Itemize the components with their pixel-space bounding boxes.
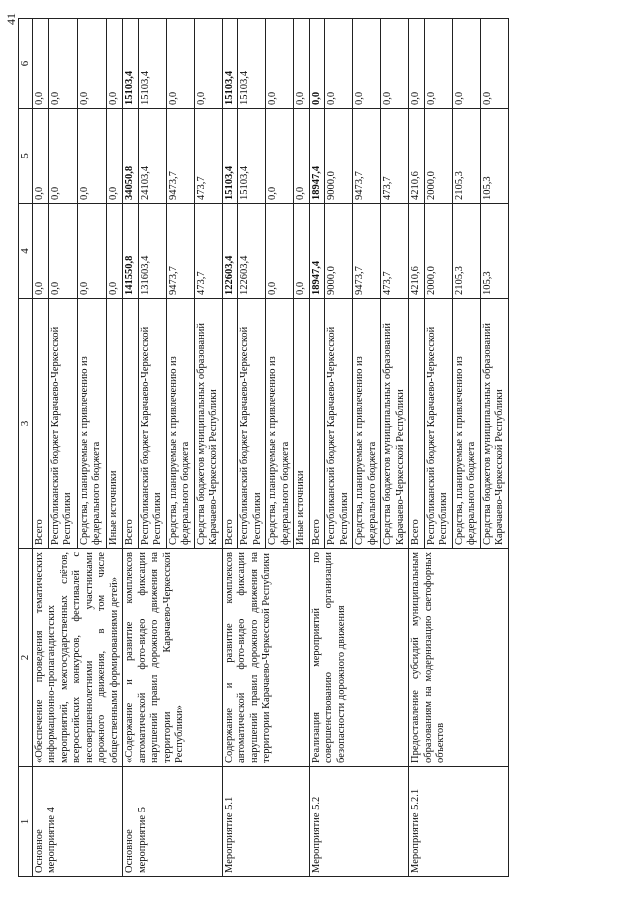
amount-col-5: 473,7 (194, 109, 222, 204)
funding-source: Республиканский бюджет Карачаево-Черкесской Республики (138, 299, 166, 549)
amount-col-6: 0,0 (48, 19, 77, 109)
amount-col-4: 2105,3 (452, 204, 480, 299)
amount-col-4: 9000,0 (325, 204, 353, 299)
budget-table (18, 18, 509, 877)
amount-col-5: 0,0 (266, 109, 294, 204)
amount-col-6: 0,0 (77, 19, 106, 109)
amount-col-4: 0,0 (266, 204, 294, 299)
funding-source: Средства, планируемые к привлечению из федерального бюджета (452, 299, 480, 549)
table-row (309, 19, 325, 877)
amount-col-6: 0,0 (353, 19, 381, 109)
funding-source: Республиканский бюджет Карачаево-Черкесской Республики (48, 299, 77, 549)
amount-col-5: 105,3 (480, 109, 508, 204)
table-row (222, 19, 238, 877)
header-col-3: 3 (19, 299, 33, 549)
funding-source: Всего (123, 299, 139, 549)
amount-col-4: 2000,0 (424, 204, 452, 299)
amount-col-6: 15103,4 (222, 19, 238, 109)
page-number: 41 (4, 13, 18, 25)
measure-title: Предоставление субсидий муниципальным образованиям на модернизацию светофорных объектов (409, 549, 509, 767)
amount-col-4: 0,0 (106, 204, 122, 299)
table-row (123, 19, 139, 877)
funding-source: Средства, планируемые к привлечению из федерального бюджета (353, 299, 381, 549)
amount-col-5: 0,0 (77, 109, 106, 204)
measure-code: Основное мероприятие 4 (32, 767, 123, 877)
amount-col-6: 0,0 (480, 19, 508, 109)
measure-code: Основное мероприятие 5 (123, 767, 223, 877)
amount-col-6: 0,0 (32, 19, 48, 109)
funding-source: Средства бюджетов муниципальных образований Карачаево-Черкесской Республики (381, 299, 409, 549)
funding-source: Средства, планируемые к привлечению из федерального бюджета (166, 299, 194, 549)
amount-col-5: 9473,7 (166, 109, 194, 204)
amount-col-5: 4210,6 (409, 109, 425, 204)
amount-col-4: 141550,8 (123, 204, 139, 299)
amount-col-6: 0,0 (424, 19, 452, 109)
amount-col-5: 15103,4 (222, 109, 238, 204)
header-col-5: 5 (19, 109, 33, 204)
amount-col-5: 15103,4 (238, 109, 266, 204)
measure-title: Реализация мероприятий по совершенствованию организации безопасности дорожного движения (309, 549, 409, 767)
header-col-1: 1 (19, 767, 33, 877)
amount-col-5: 9473,7 (353, 109, 381, 204)
amount-col-5: 18947,4 (309, 109, 325, 204)
amount-col-6: 0,0 (452, 19, 480, 109)
amount-col-6: 15103,4 (238, 19, 266, 109)
funding-source: Республиканский бюджет Карачаево-Черкесской Республики (424, 299, 452, 549)
funding-source: Всего (222, 299, 238, 549)
funding-source: Всего (309, 299, 325, 549)
amount-col-6: 0,0 (309, 19, 325, 109)
amount-col-4: 0,0 (77, 204, 106, 299)
amount-col-6: 0,0 (325, 19, 353, 109)
amount-col-4: 0,0 (294, 204, 310, 299)
measure-code: Мероприятие 5.2.1 (409, 767, 509, 877)
funding-source: Республиканский бюджет Карачаево-Черкесской Республики (238, 299, 266, 549)
amount-col-4: 0,0 (32, 204, 48, 299)
amount-col-5: 2105,3 (452, 109, 480, 204)
amount-col-6: 0,0 (106, 19, 122, 109)
amount-col-4: 4210,6 (409, 204, 425, 299)
amount-col-5: 34050,8 (123, 109, 139, 204)
amount-col-5: 2000,0 (424, 109, 452, 204)
amount-col-4: 473,7 (194, 204, 222, 299)
amount-col-5: 0,0 (32, 109, 48, 204)
amount-col-5: 0,0 (48, 109, 77, 204)
funding-source: Средства бюджетов муниципальных образований Карачаево-Черкесской Республики (480, 299, 508, 549)
amount-col-4: 473,7 (381, 204, 409, 299)
amount-col-5: 0,0 (106, 109, 122, 204)
amount-col-5: 0,0 (294, 109, 310, 204)
amount-col-5: 9000,0 (325, 109, 353, 204)
amount-col-4: 122603,4 (222, 204, 238, 299)
amount-col-5: 473,7 (381, 109, 409, 204)
funding-source: Всего (32, 299, 48, 549)
header-col-4: 4 (19, 204, 33, 299)
measure-title: Содержание и развитие комплексов автоматической фото-видео фиксации нарушений правил дорожного движения на территории Карачаево-Черкесской Республики (222, 549, 309, 767)
amount-col-6: 0,0 (194, 19, 222, 109)
funding-source: Иные источники (294, 299, 310, 549)
amount-col-6: 0,0 (294, 19, 310, 109)
amount-col-4: 9473,7 (166, 204, 194, 299)
amount-col-4: 131603,4 (138, 204, 166, 299)
amount-col-6: 0,0 (381, 19, 409, 109)
amount-col-4: 105,3 (480, 204, 508, 299)
funding-source: Средства, планируемые к привлечению из федерального бюджета (77, 299, 106, 549)
table-row (409, 19, 425, 877)
amount-col-6: 0,0 (409, 19, 425, 109)
amount-col-4: 122603,4 (238, 204, 266, 299)
header-col-2: 2 (19, 549, 33, 767)
header-col-6: 6 (19, 19, 33, 109)
measure-code: Мероприятие 5.2 (309, 767, 409, 877)
funding-source: Иные источники (106, 299, 122, 549)
amount-col-6: 0,0 (166, 19, 194, 109)
amount-col-4: 0,0 (48, 204, 77, 299)
header-row (19, 19, 33, 877)
amount-col-6: 0,0 (266, 19, 294, 109)
amount-col-6: 15103,4 (138, 19, 166, 109)
funding-source: Республиканский бюджет Карачаево-Черкесской Республики (325, 299, 353, 549)
measure-title: «Содержание и развитие комплексов автоматической фото-видео фиксации нарушений правил дорожного движения на территории Карачаево-Черкесской Республики» (123, 549, 223, 767)
funding-source: Средства бюджетов муниципальных образований Карачаево-Черкесской Республики (194, 299, 222, 549)
amount-col-4: 9473,7 (353, 204, 381, 299)
funding-source: Всего (409, 299, 425, 549)
table-row (32, 19, 48, 877)
measure-title: «Обеспечение проведения тематических информационно-пропагандистских мероприятий, межгосударственных слётов, всероссийских конкурсов, фестивалей с несовершеннолетними участниками дорожного движения, в том числе общественными формированиями детей» (32, 549, 123, 767)
amount-col-5: 24103,4 (138, 109, 166, 204)
amount-col-6: 15103,4 (123, 19, 139, 109)
funding-source: Средства, планируемые к привлечению из федерального бюджета (266, 299, 294, 549)
amount-col-4: 18947,4 (309, 204, 325, 299)
measure-code: Мероприятие 5.1 (222, 767, 309, 877)
